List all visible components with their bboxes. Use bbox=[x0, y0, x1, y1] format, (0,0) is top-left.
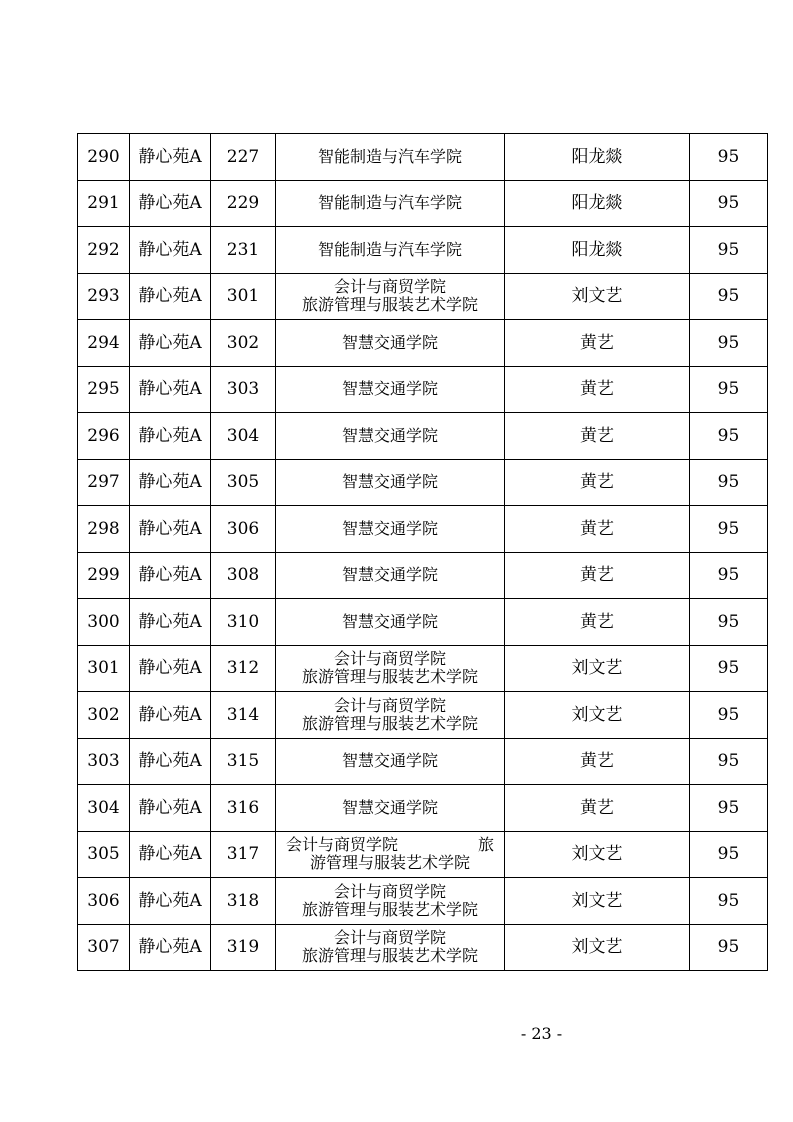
building-cell: 静心苑A bbox=[130, 738, 211, 785]
table-row bbox=[78, 924, 768, 971]
building-cell: 静心苑A bbox=[130, 878, 211, 925]
building-cell: 静心苑A bbox=[130, 924, 211, 971]
college-cell bbox=[276, 273, 505, 320]
building-cell: 静心苑A bbox=[130, 692, 211, 739]
table-row bbox=[78, 738, 768, 785]
college-cell bbox=[276, 599, 505, 646]
room-cell: 314 bbox=[211, 692, 276, 739]
college-line: 旅游管理与服装艺术学院 bbox=[301, 899, 478, 919]
responsible-person-cell: 黄艺 bbox=[505, 738, 690, 785]
row-number-cell: 291 bbox=[78, 180, 130, 227]
college-cell bbox=[276, 831, 505, 878]
responsible-person-cell: 黄艺 bbox=[505, 785, 690, 832]
row-number-cell: 295 bbox=[78, 366, 130, 413]
college-line: 智慧交通学院 bbox=[341, 565, 438, 585]
building-cell: 静心苑A bbox=[130, 645, 211, 692]
room-cell: 317 bbox=[211, 831, 276, 878]
college-line: 会计与商贸学院 旅 bbox=[285, 835, 494, 855]
row-number-cell: 292 bbox=[78, 227, 130, 274]
college-line: 智慧交通学院 bbox=[341, 425, 438, 445]
score-cell: 95 bbox=[690, 413, 768, 460]
table-row bbox=[78, 785, 768, 832]
room-cell: 318 bbox=[211, 878, 276, 925]
college-cell bbox=[276, 320, 505, 367]
table-row bbox=[78, 692, 768, 739]
row-number-cell: 300 bbox=[78, 599, 130, 646]
score-cell: 95 bbox=[690, 180, 768, 227]
college-line: 智慧交通学院 bbox=[341, 797, 438, 817]
table-row bbox=[78, 134, 768, 181]
responsible-person-cell: 刘文艺 bbox=[505, 924, 690, 971]
score-cell: 95 bbox=[690, 738, 768, 785]
college-line: 旅游管理与服装艺术学院 bbox=[301, 667, 478, 687]
college-cell bbox=[276, 459, 505, 506]
college-cell bbox=[276, 134, 505, 181]
responsible-person-cell: 黄艺 bbox=[505, 506, 690, 553]
college-line: 旅游管理与服装艺术学院 bbox=[301, 295, 478, 315]
row-number-cell: 298 bbox=[78, 506, 130, 553]
room-cell: 319 bbox=[211, 924, 276, 971]
room-cell: 316 bbox=[211, 785, 276, 832]
score-cell: 95 bbox=[690, 645, 768, 692]
college-line: 智慧交通学院 bbox=[341, 751, 438, 771]
row-number-cell: 290 bbox=[78, 134, 130, 181]
college-line: 游管理与服装艺术学院 bbox=[309, 853, 470, 873]
building-cell: 静心苑A bbox=[130, 180, 211, 227]
college-cell bbox=[276, 738, 505, 785]
responsible-person-cell: 黄艺 bbox=[505, 366, 690, 413]
responsible-person-cell: 刘文艺 bbox=[505, 878, 690, 925]
college-line: 会计与商贸学院 bbox=[333, 277, 446, 297]
responsible-person-cell: 刘文艺 bbox=[505, 692, 690, 739]
college-line: 智能制造与汽车学院 bbox=[317, 146, 462, 166]
building-cell: 静心苑A bbox=[130, 227, 211, 274]
responsible-person-cell: 刘文艺 bbox=[505, 273, 690, 320]
college-line: 旅游管理与服装艺术学院 bbox=[301, 713, 478, 733]
row-number-cell: 293 bbox=[78, 273, 130, 320]
row-number-cell: 304 bbox=[78, 785, 130, 832]
college-cell bbox=[276, 645, 505, 692]
row-number-cell: 306 bbox=[78, 878, 130, 925]
responsible-person-cell: 阳龙燚 bbox=[505, 180, 690, 227]
table-row bbox=[78, 366, 768, 413]
score-cell: 95 bbox=[690, 134, 768, 181]
college-cell bbox=[276, 924, 505, 971]
college-line: 会计与商贸学院 bbox=[333, 881, 446, 901]
room-cell: 301 bbox=[211, 273, 276, 320]
building-cell: 静心苑A bbox=[130, 320, 211, 367]
room-cell: 308 bbox=[211, 552, 276, 599]
room-cell: 302 bbox=[211, 320, 276, 367]
room-cell: 303 bbox=[211, 366, 276, 413]
responsible-person-cell: 刘文艺 bbox=[505, 831, 690, 878]
table-row bbox=[78, 227, 768, 274]
table-row bbox=[78, 180, 768, 227]
table-row bbox=[78, 273, 768, 320]
responsible-person-cell: 黄艺 bbox=[505, 552, 690, 599]
row-number-cell: 303 bbox=[78, 738, 130, 785]
dormitory-inspection-table bbox=[77, 133, 768, 971]
room-cell: 306 bbox=[211, 506, 276, 553]
college-cell bbox=[276, 692, 505, 739]
building-cell: 静心苑A bbox=[130, 831, 211, 878]
row-number-cell: 302 bbox=[78, 692, 130, 739]
score-cell: 95 bbox=[690, 506, 768, 553]
score-cell: 95 bbox=[690, 227, 768, 274]
building-cell: 静心苑A bbox=[130, 552, 211, 599]
college-line: 智慧交通学院 bbox=[341, 379, 438, 399]
college-cell bbox=[276, 552, 505, 599]
room-cell: 315 bbox=[211, 738, 276, 785]
score-cell: 95 bbox=[690, 273, 768, 320]
responsible-person-cell: 刘文艺 bbox=[505, 645, 690, 692]
row-number-cell: 307 bbox=[78, 924, 130, 971]
table-row bbox=[78, 831, 768, 878]
college-line: 智慧交通学院 bbox=[341, 611, 438, 631]
responsible-person-cell: 黄艺 bbox=[505, 599, 690, 646]
room-cell: 310 bbox=[211, 599, 276, 646]
room-cell: 312 bbox=[211, 645, 276, 692]
building-cell: 静心苑A bbox=[130, 366, 211, 413]
score-cell: 95 bbox=[690, 924, 768, 971]
row-number-cell: 299 bbox=[78, 552, 130, 599]
page-number: - 23 - bbox=[520, 1024, 563, 1043]
row-number-cell: 294 bbox=[78, 320, 130, 367]
college-line: 智慧交通学院 bbox=[341, 332, 438, 352]
table-row bbox=[78, 506, 768, 553]
responsible-person-cell: 阳龙燚 bbox=[505, 227, 690, 274]
college-cell bbox=[276, 180, 505, 227]
responsible-person-cell: 黄艺 bbox=[505, 320, 690, 367]
building-cell: 静心苑A bbox=[130, 273, 211, 320]
college-line: 智慧交通学院 bbox=[341, 518, 438, 538]
table-row bbox=[78, 552, 768, 599]
room-cell: 229 bbox=[211, 180, 276, 227]
room-cell: 305 bbox=[211, 459, 276, 506]
college-line: 智能制造与汽车学院 bbox=[317, 193, 462, 213]
room-cell: 231 bbox=[211, 227, 276, 274]
college-line: 智慧交通学院 bbox=[341, 472, 438, 492]
college-line: 会计与商贸学院 bbox=[333, 649, 446, 669]
row-number-cell: 296 bbox=[78, 413, 130, 460]
score-cell: 95 bbox=[690, 552, 768, 599]
responsible-person-cell: 黄艺 bbox=[505, 459, 690, 506]
building-cell: 静心苑A bbox=[130, 599, 211, 646]
responsible-person-cell: 阳龙燚 bbox=[505, 134, 690, 181]
college-cell bbox=[276, 413, 505, 460]
row-number-cell: 297 bbox=[78, 459, 130, 506]
college-line: 智能制造与汽车学院 bbox=[317, 239, 462, 259]
college-line: 会计与商贸学院 bbox=[333, 928, 446, 948]
score-cell: 95 bbox=[690, 366, 768, 413]
college-cell bbox=[276, 366, 505, 413]
row-number-cell: 301 bbox=[78, 645, 130, 692]
college-cell bbox=[276, 227, 505, 274]
building-cell: 静心苑A bbox=[130, 134, 211, 181]
room-cell: 304 bbox=[211, 413, 276, 460]
score-cell: 95 bbox=[690, 831, 768, 878]
room-cell: 227 bbox=[211, 134, 276, 181]
table-row bbox=[78, 599, 768, 646]
responsible-person-cell: 黄艺 bbox=[505, 413, 690, 460]
college-cell bbox=[276, 878, 505, 925]
college-line: 会计与商贸学院 bbox=[333, 695, 446, 715]
score-cell: 95 bbox=[690, 459, 768, 506]
building-cell: 静心苑A bbox=[130, 785, 211, 832]
score-cell: 95 bbox=[690, 320, 768, 367]
score-cell: 95 bbox=[690, 692, 768, 739]
table-row bbox=[78, 645, 768, 692]
college-cell bbox=[276, 506, 505, 553]
table-row bbox=[78, 413, 768, 460]
table-body bbox=[78, 134, 768, 971]
college-line: 旅游管理与服装艺术学院 bbox=[301, 946, 478, 966]
score-cell: 95 bbox=[690, 785, 768, 832]
score-cell: 95 bbox=[690, 599, 768, 646]
score-cell: 95 bbox=[690, 878, 768, 925]
table-row bbox=[78, 459, 768, 506]
table-row bbox=[78, 320, 768, 367]
building-cell: 静心苑A bbox=[130, 506, 211, 553]
building-cell: 静心苑A bbox=[130, 459, 211, 506]
row-number-cell: 305 bbox=[78, 831, 130, 878]
building-cell: 静心苑A bbox=[130, 413, 211, 460]
college-cell bbox=[276, 785, 505, 832]
table-row bbox=[78, 878, 768, 925]
